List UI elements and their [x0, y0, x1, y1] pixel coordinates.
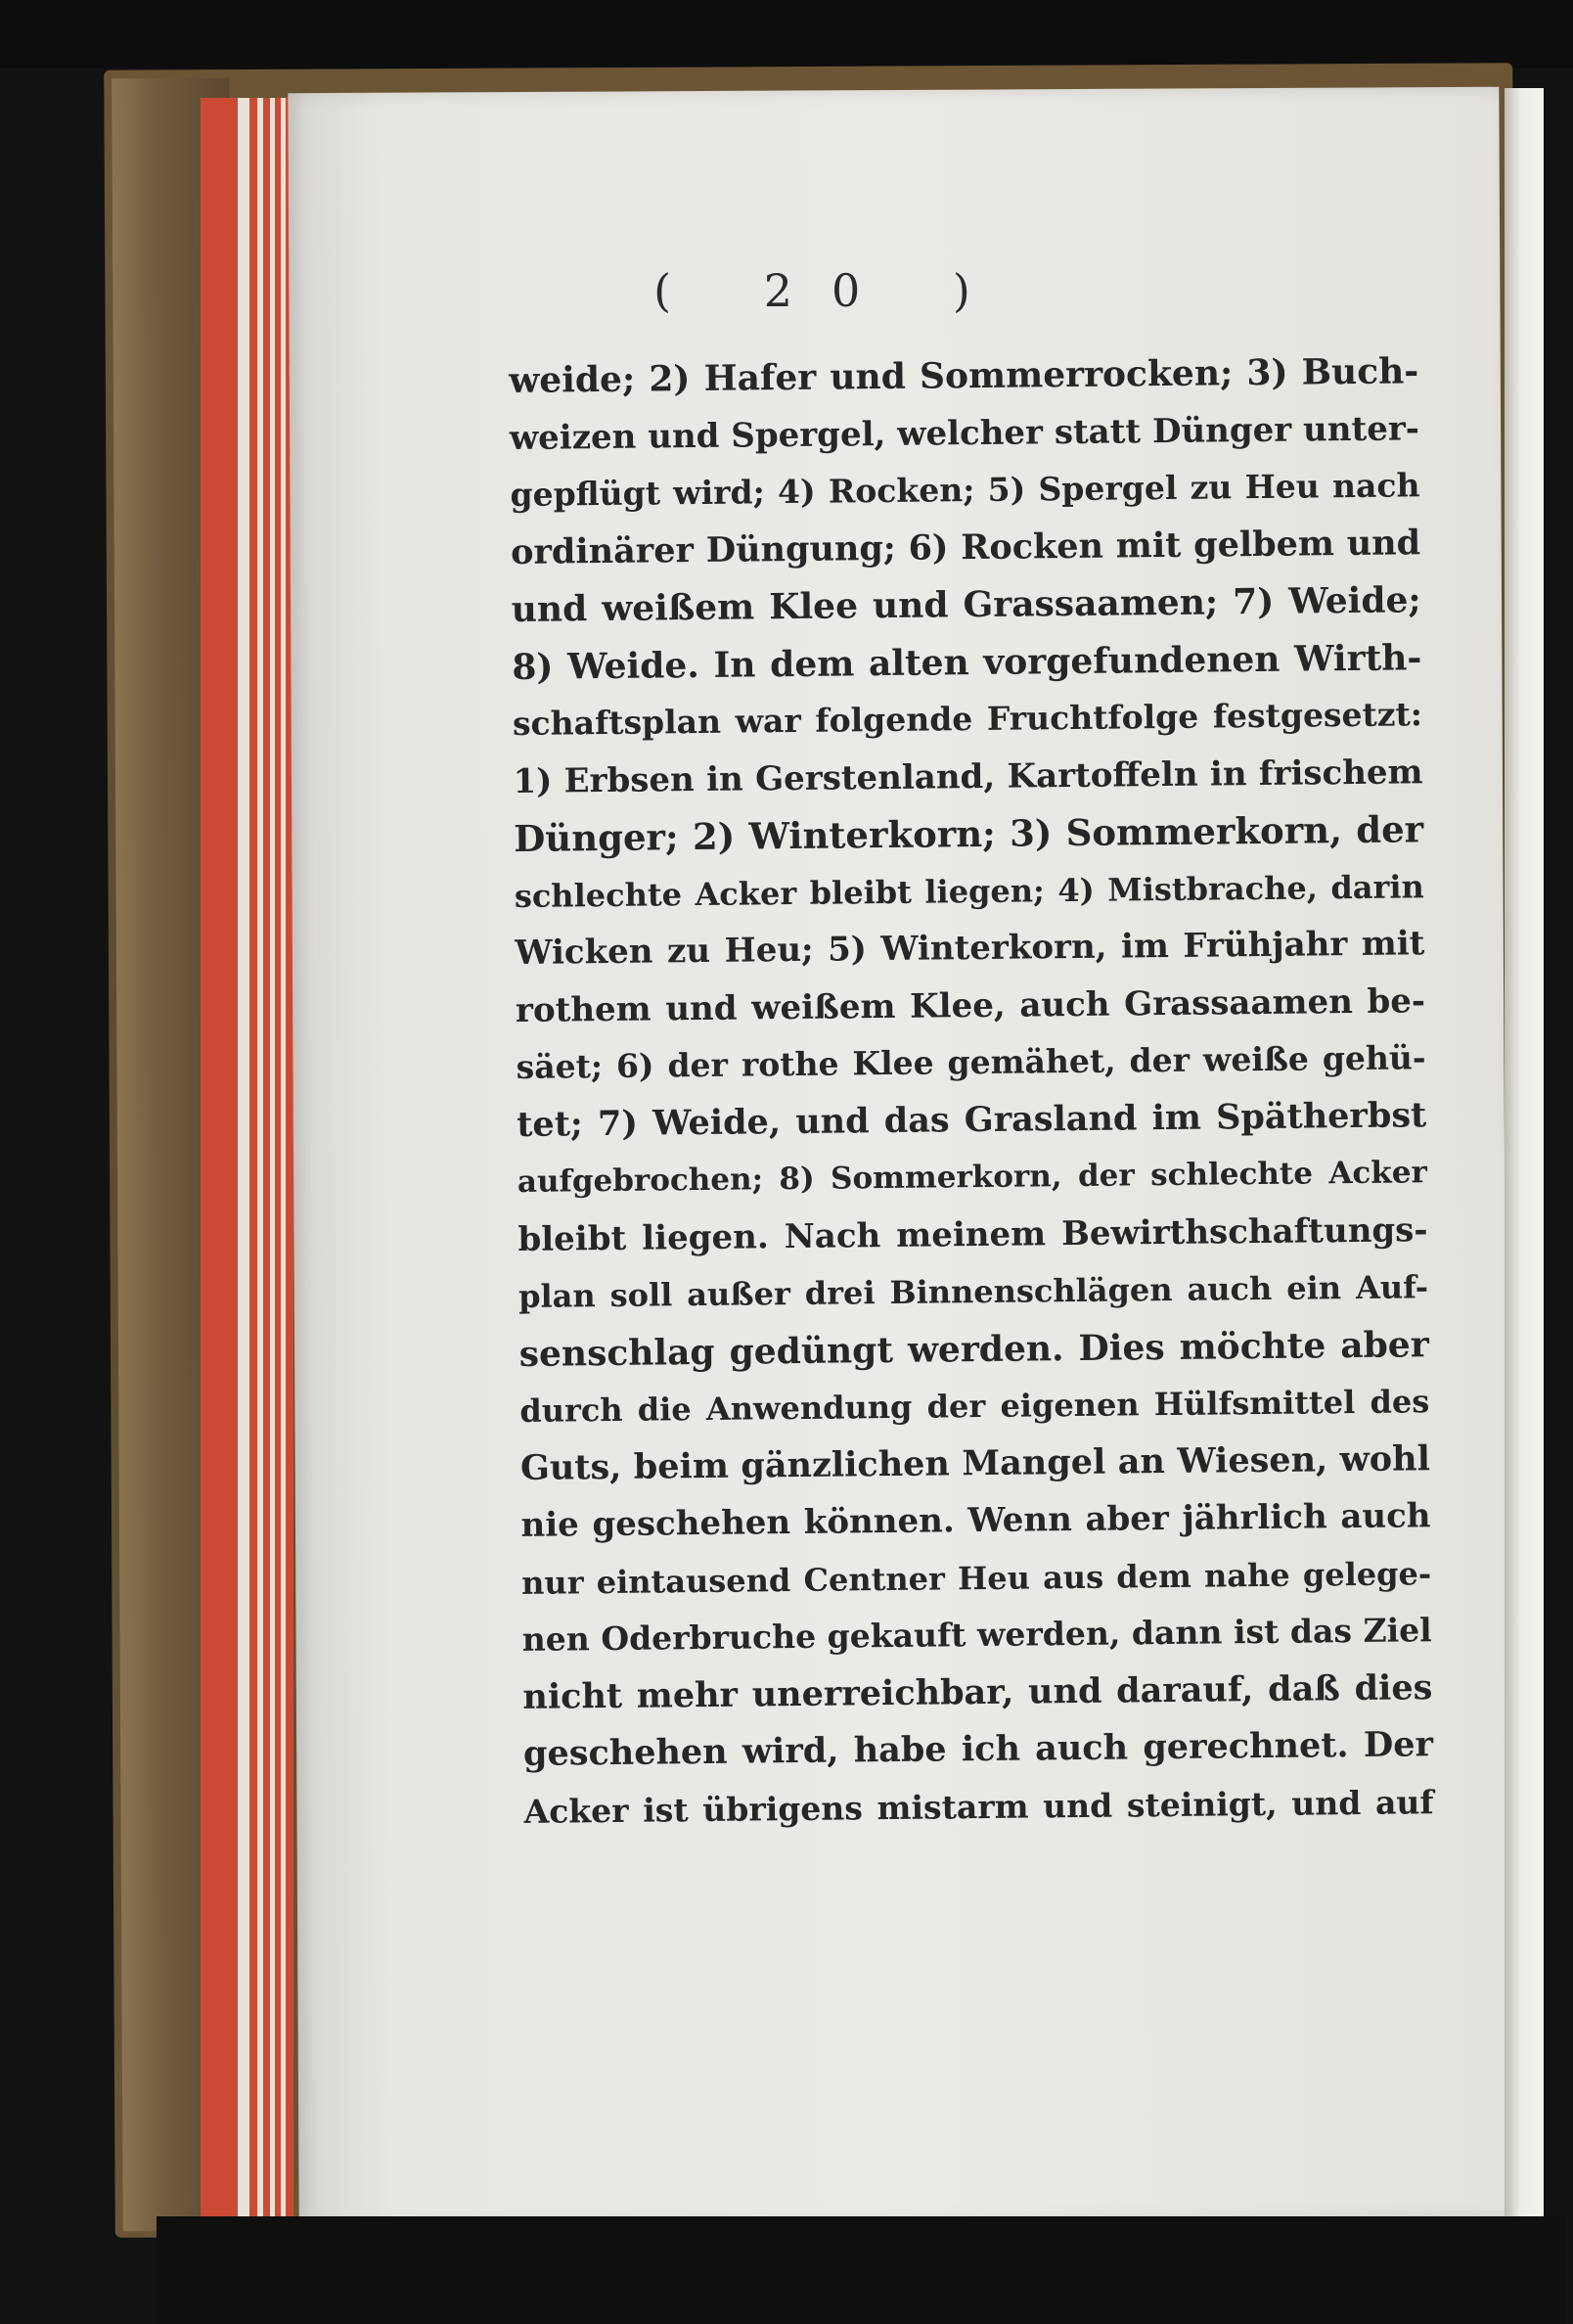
text-line: geschehen wird, habe ich auch gerechnet. Der [522, 1724, 1434, 1774]
text-line: schlechte Acker bleibt liegen; 4) Mistbrache, darin [514, 867, 1424, 915]
text-line: weide; 2) Hafer und Sommerrocken; 3) Buch- [509, 350, 1419, 401]
text-line: plan soll außer drei Binnenschlägen auch ein Auf- [517, 1268, 1429, 1315]
red-page-edge [201, 98, 238, 2221]
text-line: nur eintausend Centner Heu aus dem nahe gelege- [520, 1554, 1432, 1602]
text-line: nen Oderbruche gekauft werden, dann ist das Ziel [521, 1611, 1432, 1659]
text-line: bleibt liegen. Nach meinem Bewirthschaftungs- [517, 1209, 1428, 1259]
text-line: und weißem Klee und Grassaamen; 7) Weide; [511, 579, 1421, 630]
red-page-edge [249, 98, 257, 2221]
page-text [509, 342, 1434, 1841]
text-line: weizen und Spergel, welcher statt Dünger unter- [509, 408, 1420, 458]
text-line: schaftsplan war folgende Fruchtfolge festgesetzt: [512, 695, 1423, 743]
text-line: Dünger; 2) Winterkorn; 3) Sommerkorn, der [513, 807, 1424, 860]
text-line: aufgebrochen; 8) Sommerkorn, der schlechte Acker [517, 1155, 1428, 1200]
text-line: nicht mehr unerreichbar, und darauf, daß dies [522, 1666, 1433, 1717]
text-line: Acker ist übrigens mistarm und steinigt, und auf [523, 1782, 1434, 1831]
bottom-shadow [157, 2216, 1565, 2324]
page-edge-sliver [238, 98, 249, 2221]
text-line: Guts, beim gänzlichen Mangel an Wiesen, wohl [519, 1437, 1431, 1488]
text-line: durch die Anwendung der eigenen Hülfsmittel des [519, 1383, 1430, 1430]
red-page-edge [263, 98, 270, 2221]
text-line: ordinärer Düngung; 6) Rocken mit gelbem und [510, 522, 1421, 572]
text-line: 1) Erbsen in Gerstenland, Kartoffeln in frischem [513, 752, 1423, 801]
text-line: rothem und weißem Klee, auch Grassaamen be- [515, 980, 1426, 1030]
facing-page-edge [1505, 88, 1544, 2226]
page-number: ( 20 ) [653, 264, 1010, 317]
text-line: gepflügt wird; 4) Rocken; 5) Spergel zu Heu nach [510, 466, 1420, 514]
text-line: Wicken zu Heu; 5) Winterkorn, im Frühjahr mit [515, 924, 1425, 973]
text-line: senschlag gedüngt werden. Dies möchte aber [518, 1323, 1429, 1375]
text-line: 8) Weide. In dem alten vorgefundenen Wirth- [512, 636, 1422, 688]
text-line: tet; 7) Weide, und das Grasland im Spätherbst [517, 1094, 1427, 1145]
text-line: nie geschehen können. Wenn aber jährlich auch [520, 1496, 1431, 1545]
text-line: säet; 6) der rothe Klee gemähet, der weiße gehü- [516, 1038, 1426, 1086]
backdrop [0, 0, 1573, 68]
